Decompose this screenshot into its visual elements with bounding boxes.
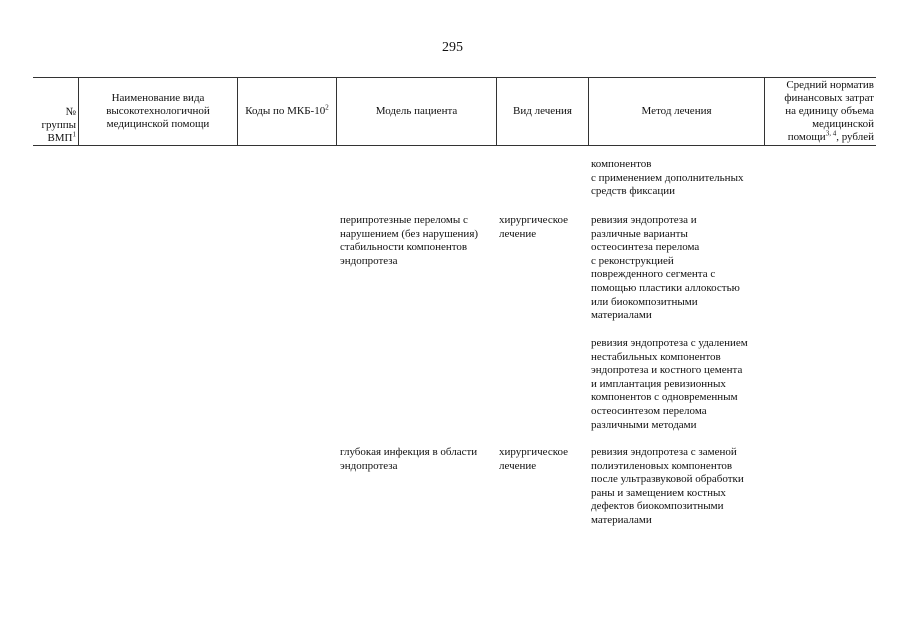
table-cell-method: ревизия эндопротеза с заменой полиэтиленовых компонентов после ультразвуковой обработки раны и замещением костных дефектов биокомпозитными материалами — [591, 446, 744, 526]
header-icd10-codes: Коды по МКБ-$10^2$ — [245, 102, 329, 117]
header-group-number: № группы ВМП$^1$ — [41, 106, 76, 144]
header-cost-standard: Средний норматив финансовых затрат на единицу объема медицинской помощи$^{3, 4}$, рублей — [784, 78, 874, 143]
header-treatment-method: Метод лечения — [641, 104, 712, 117]
table-cell-method: ревизия эндопротеза и различные варианты остеосинтеза перелома с реконструкцией поврежденного сегмента с помощью пластики аллокостью или биокомпозитными материалами — [591, 214, 740, 322]
page-number: 295 — [442, 40, 463, 55]
table-cell-patient-model: глубокая инфекция в области эндопротеза — [340, 446, 478, 472]
table-cell-method: ревизия эндопротеза с удалением нестабильных компонентов эндопротеза и костного цемента и имплантация ревизионных компонентов с одновременным остеосинтезом перелома различными методами — [591, 337, 748, 431]
table-cell-method: компонентов с применением дополнительных средств фиксации — [591, 158, 744, 198]
table-header-bottom-border — [33, 145, 876, 146]
table-cell-treatment-type: хирургическое лечение — [499, 446, 569, 472]
table-cell-patient-model: перипротезные переломы с нарушением (без нарушения) стабильности компонентов эндопротеза — [340, 214, 479, 267]
header-care-type-name: Наименование вида высокотехнологичной медицинской помощи — [106, 91, 210, 130]
table-cell-treatment-type: хирургическое лечение — [499, 214, 569, 240]
header-patient-model: Модель пациента — [375, 104, 458, 117]
header-treatment-type: Вид лечения — [513, 104, 572, 117]
